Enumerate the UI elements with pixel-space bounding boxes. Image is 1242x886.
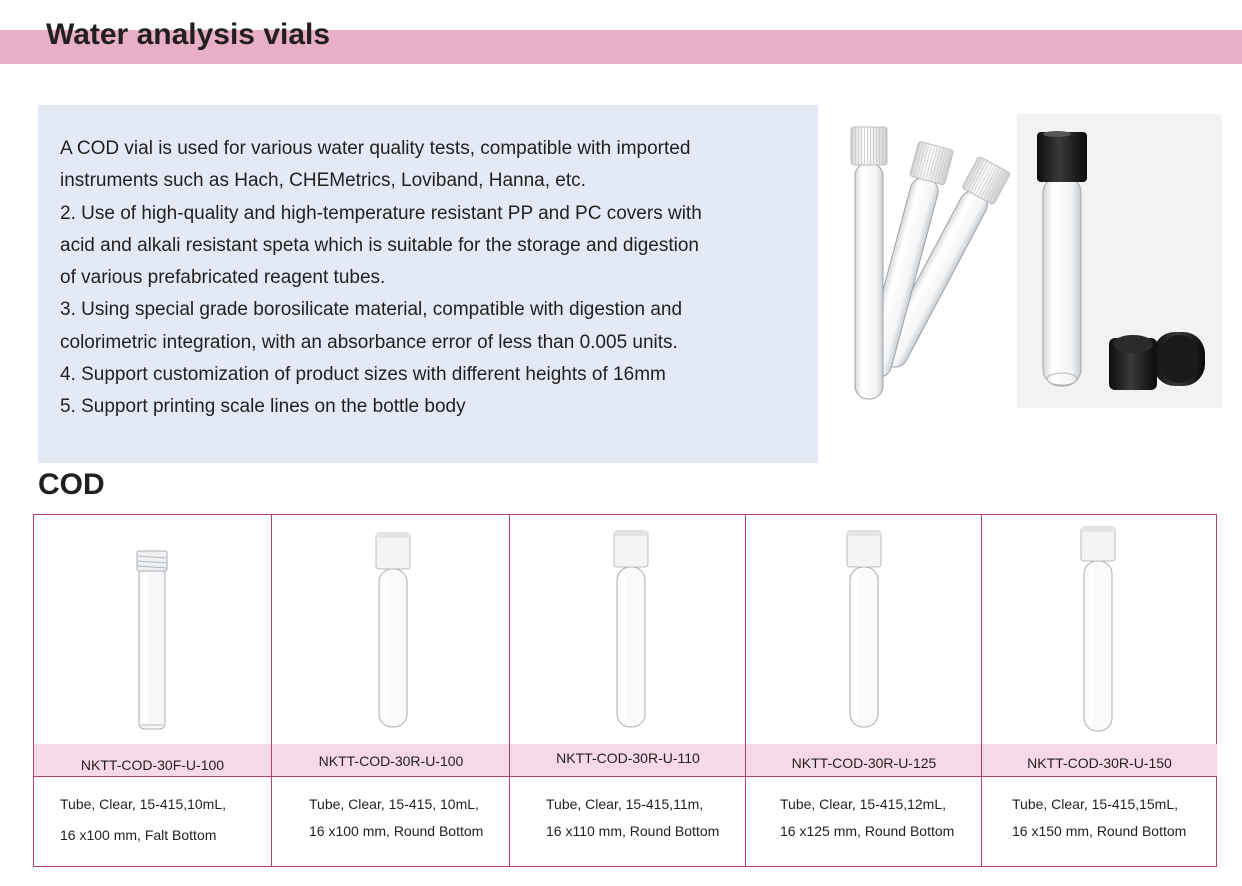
product-spec: [272, 791, 510, 845]
product-spec: [982, 791, 1217, 845]
product-cell: [745, 515, 982, 866]
description-text: [60, 133, 702, 424]
product-spec-line: 16 x150 mm, Round Bottom: [1012, 823, 1187, 839]
section-title-cod: COD: [38, 468, 105, 501]
product-code-band: [34, 744, 271, 776]
product-code-band: [272, 744, 510, 776]
product-spec-line: 16 x125 mm, Round Bottom: [780, 823, 955, 839]
product-spec-line: Tube, Clear, 15-415, 10mL,: [309, 796, 479, 812]
product-photo-black-cap-vial: [1017, 114, 1222, 408]
description-box: [38, 105, 818, 463]
product-spec-line: Tube, Clear, 15-415,11m,: [546, 796, 704, 812]
description-line: A COD vial is used for various water quality tests, compatible with imported: [60, 138, 691, 159]
description-line: acid and alkali resistant speta which is suitable for the storage and digestion: [60, 234, 699, 256]
product-image-vial: [746, 525, 982, 743]
product-code-band: [746, 744, 982, 776]
product-code: NKTT-COD-30R-U-100: [318, 753, 464, 769]
description-line: instruments such as Hach, CHEMetrics, Loviband, Hanna, etc.: [60, 170, 586, 192]
product-cell: [34, 515, 271, 866]
product-cell: [509, 515, 746, 866]
product-spec: [34, 791, 271, 849]
product-image-vial: [982, 525, 1217, 743]
product-image-vial: [510, 525, 746, 743]
description-line: 5. Support printing scale lines on the bottle body: [60, 396, 466, 418]
product-image-vial: [34, 525, 271, 743]
product-spec: [510, 791, 746, 845]
product-code-band: [982, 744, 1217, 776]
product-code: NKTT-COD-30R-U-125: [791, 755, 937, 771]
product-spec-line: 16 x100 mm, Falt Bottom: [60, 827, 217, 843]
description-line: 2. Use of high-quality and high-temperature resistant PP and PC covers with: [60, 202, 702, 224]
product-cell: [271, 515, 510, 866]
product-code-band: [510, 744, 746, 776]
description-line: of various prefabricated reagent tubes.: [60, 267, 386, 289]
product-code: NKTT-COD-30R-U-110: [556, 750, 700, 766]
product-spec: [746, 791, 982, 845]
product-image-vial: [272, 525, 510, 743]
product-spec-line: Tube, Clear, 15-415,10mL,: [60, 796, 227, 812]
product-cell: [981, 515, 1217, 866]
product-spec-line: 16 x110 mm, Round Bottom: [546, 823, 720, 839]
product-code: NKTT-COD-30R-U-150: [1027, 755, 1172, 771]
description-line: 4. Support customization of product sizes with different heights of 16mm: [60, 364, 666, 386]
product-table: [33, 514, 1217, 867]
description-line: 3. Using special grade borosilicate material, compatible with digestion and: [60, 299, 683, 321]
product-code: NKTT-COD-30F-U-100: [80, 757, 225, 773]
description-line: colorimetric integration, with an absorbance error of less than 0.005 units.: [60, 331, 678, 353]
product-photo-white-cap-vials: [842, 115, 1012, 405]
product-spec-line: Tube, Clear, 15-415,15mL,: [1012, 796, 1179, 812]
product-spec-line: Tube, Clear, 15-415,12mL,: [780, 796, 947, 812]
product-spec-line: 16 x100 mm, Round Bottom: [309, 823, 484, 839]
page-title: Water analysis vials: [46, 18, 331, 51]
